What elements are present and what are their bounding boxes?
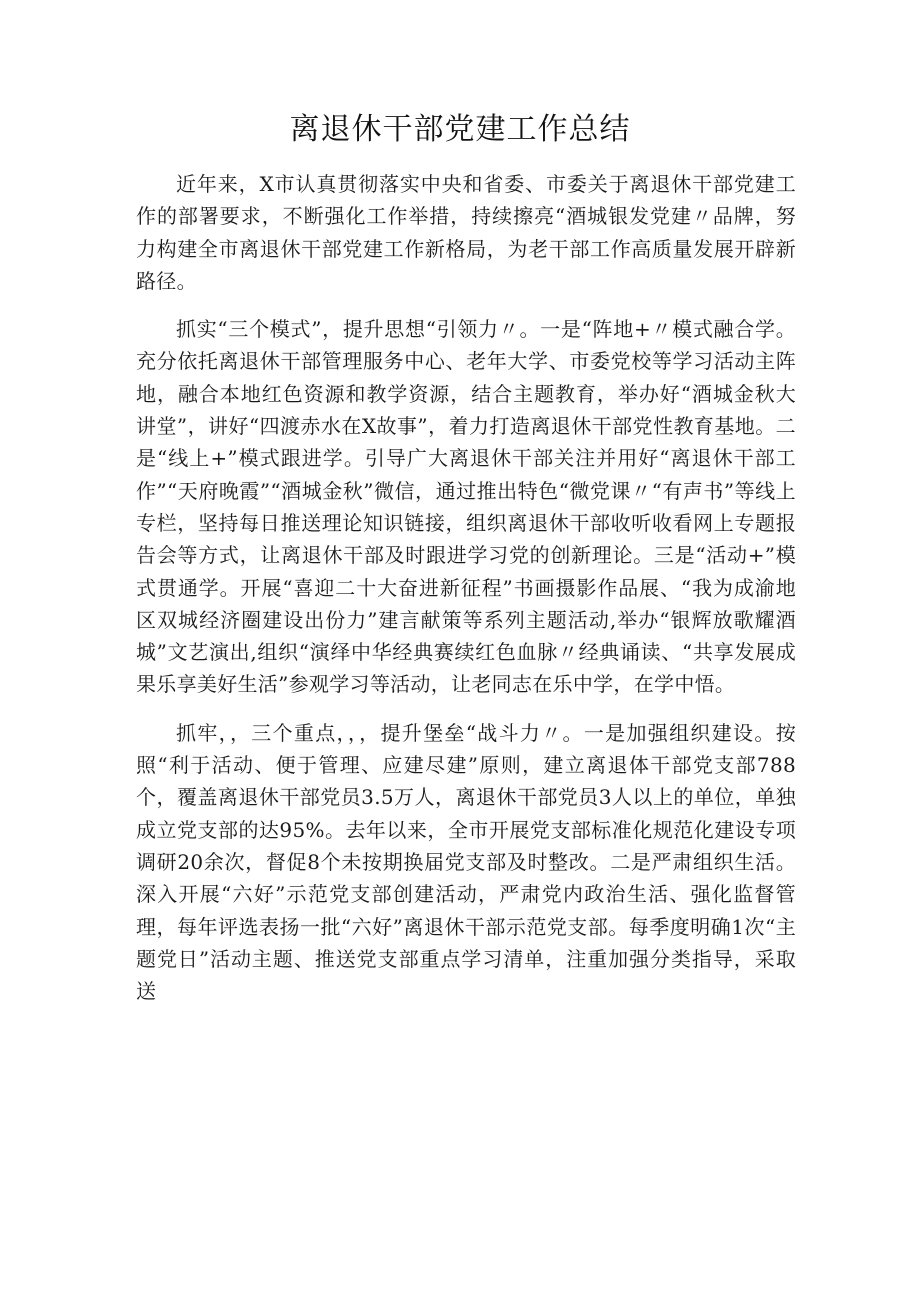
document-title: 离退休干部党建工作总结 [289, 112, 631, 147]
document-body [136, 168, 796, 1007]
paragraph-three-priorities: 抓牢，，三个重点，，，提升堡垒“战斗力〃。一是加强组织建设。按照“利于活动、便于管理、应建尽建”原则，建立离退体干部党支部788个，覆盖离退休干部党员3.5万人，离退休干部党员3人以上的单位，单独成立党支部的达95%。去年以来，全市开展党支部标准化规范化建设专项调研20余次，督促8个未按期换届党支部及时整改。二是严肃组织生活。深入开展“六好”示范党支部创建活动，严肃党内政治生活、强化监督管理，每年评选表扬一批“六好”离退休干部示范党支部。每季度明确1次“主题党日”活动主题、推送党支部重点学习清单，注重加强分类指导，采取送 [136, 720, 796, 1004]
paragraph-intro: 近年来，X市认真贯彻落实中央和省委、市委关于离退休干部党建工作的部署要求，不断强化工作举措，持续擦亮“酒城银发党建〃品牌，努力构建全市离退休干部党建工作新格局，为老干部工作高质量发展开辟新路径。 [136, 172, 796, 293]
paragraph-three-modes: 抓实“三个模式”，提升思想“引领力〃。一是“阵地+〃模式融合学。充分依托离退休干部管理服务中心、老年大学、市委党校等学习活动主阵地，融合本地红色资源和教学资源，结合主题教育，举办好“酒城金秋大讲堂”，讲好“四渡赤水在X故事”，着力打造离退休干部党性教育基地。二是“线上+”模式跟进学。引导广大离退休干部关注并用好“离退休干部工作”“天府晚霞”“酒城金秋”微信，通过推出特色“微党课〃“有声书”等线上专栏，坚持每日推送理论知识链接，组织离退休干部收听收看网上专题报告会等方式，让离退休干部及时跟进学习党的创新理论。三是“活动+”模式贯通学。开展“喜迎二十大奋进新征程”书画摄影作品展、“我为成渝地区双城经济圈建设出份力”建言献策等系列主题活动,举办“银辉放歌耀酒城”文艺演出,组织“演绎中华经典赛续红色血脉〃经典诵读、“共享发展成果乐享美好生活”参观学习等活动，让老同志在乐中学，在学中悟。 [136, 317, 796, 697]
